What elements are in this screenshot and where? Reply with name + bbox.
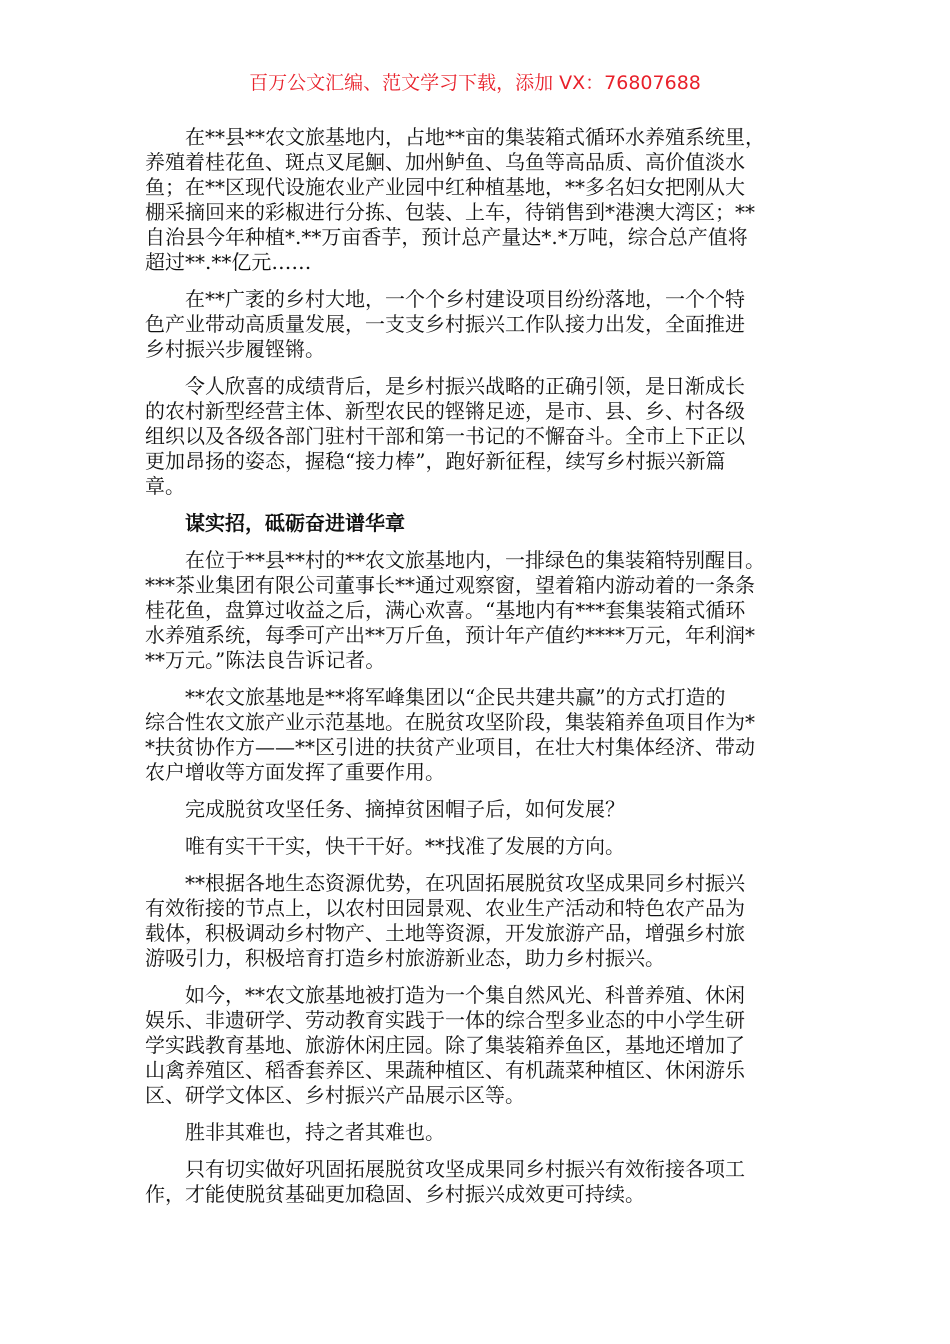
paragraph: [145, 834, 815, 859]
text-line: 胜非其难也，持之者其难也。: [145, 1120, 445, 1144]
paragraph: [145, 983, 815, 1108]
document-body: [145, 125, 815, 1219]
paragraph: [145, 548, 815, 673]
text-line: 桂花鱼，盘算过收益之后，满心欢喜。“基地内有***套集装箱式循环: [145, 598, 746, 622]
text-line: 自治县今年种植*.**万亩香芋，预计总产量达*.*万吨，综合总产值将: [145, 225, 748, 249]
text-line: 在**广袤的乡村大地，一个个乡村建设项目纷纷落地，一个个特: [145, 287, 745, 311]
text-line: 色产业带动高质量发展，一支支乡村振兴工作队接力出发，全面推进: [145, 312, 745, 336]
watermark-banner: 百万公文汇编、范文学习下载，添加 VX：76807688: [249, 72, 701, 94]
text-line: 娱乐、非遗研学、劳动教育实践于一体的综合型多业态的中小学生研: [145, 1008, 745, 1032]
text-line: 农户增收等方面发挥了重要作用。: [145, 760, 445, 784]
text-line: 有效衔接的节点上，以农村田园景观、农业生产活动和特色农产品为: [145, 896, 745, 920]
paragraph: [145, 871, 815, 971]
paragraph: [145, 287, 815, 362]
text-line: 章。: [145, 474, 185, 498]
text-line: 在位于**县**村的**农文旅基地内，一排绿色的集装箱特别醒目。: [145, 548, 765, 572]
text-line: 学实践教育基地、旅游休闲庄园。除了集装箱养鱼区，基地还增加了: [145, 1033, 745, 1057]
text-line: 乡村振兴步履铿锵。: [145, 337, 325, 361]
text-line: 游吸引力，积极培育打造乡村旅游新业态，助力乡村振兴。: [145, 946, 665, 970]
text-line: *扶贫协作方——**区引进的扶贫产业项目，在壮大村集体经济、带动: [145, 735, 755, 759]
text-line: 超过**.**亿元……: [145, 250, 312, 274]
paragraph: [145, 685, 815, 785]
paragraph: [145, 1120, 815, 1145]
text-line: 如今，**农文旅基地被打造为一个集自然风光、科普养殖、休闲: [145, 983, 745, 1007]
text-line: 更加昂扬的姿态，握稳“接力棒”，跑好新征程，续写乡村振兴新篇: [145, 449, 726, 473]
text-line: 组织以及各级各部门驻村干部和第一书记的不懈奋斗。全市上下正以: [145, 424, 745, 448]
text-line: 综合性农文旅产业示范基地。在脱贫攻坚阶段，集装箱养鱼项目作为*: [145, 710, 755, 734]
text-line: 载体，积极调动乡村物产、土地等资源，开发旅游产品，增强乡村旅: [145, 921, 745, 945]
text-line: 在**县**农文旅基地内，占地**亩的集装箱式循环水养殖系统里，: [145, 125, 765, 149]
text-line: **根据各地生态资源优势，在巩固拓展脱贫攻坚成果同乡村振兴: [145, 871, 745, 895]
text-line: 谋实招，砥砺奋进谱华章: [145, 511, 405, 535]
text-line: 的农村新型经营主体、新型农民的铿锵足迹，是市、县、乡、村各级: [145, 399, 745, 423]
text-line: ***茶业集团有限公司董事长**通过观察窗，望着箱内游动着的一条条: [145, 573, 755, 597]
paragraph: [145, 1157, 815, 1207]
text-line: 区、研学文体区、乡村振兴产品展示区等。: [145, 1083, 525, 1107]
text-line: 养殖着桂花鱼、斑点叉尾鮰、加州鲈鱼、乌鱼等高品质、高价值淡水: [145, 150, 745, 174]
text-line: 令人欣喜的成绩背后，是乡村振兴战略的正确引领，是日渐成长: [145, 374, 745, 398]
text-line: 唯有实干干实，快干干好。**找准了发展的方向。: [145, 834, 625, 858]
paragraph: [145, 374, 815, 499]
text-line: **万元。”陈法良告诉记者。: [145, 648, 386, 672]
text-line: 作，才能使脱贫基础更加稳固、乡村振兴成效更可持续。: [145, 1182, 645, 1206]
paragraph: [145, 797, 815, 822]
text-line: 只有切实做好巩固拓展脱贫攻坚成果同乡村振兴有效衔接各项工: [145, 1157, 745, 1181]
text-line: **农文旅基地是**将军峰集团以“企民共建共赢”的方式打造的: [145, 685, 726, 709]
text-line: 鱼；在**区现代设施农业产业园中红种植基地，**多名妇女把刚从大: [145, 175, 745, 199]
text-line: 完成脱贫攻坚任务、摘掉贫困帽子后，如何发展？: [145, 797, 625, 821]
text-line: 山禽养殖区、稻香套养区、果蔬种植区、有机蔬菜种植区、休闲游乐: [145, 1058, 745, 1082]
text-line: 棚采摘回来的彩椒进行分拣、包装、上车，待销售到*港澳大湾区；**: [145, 200, 755, 224]
paragraph: [145, 125, 815, 275]
text-line: 水养殖系统，每季可产出**万斤鱼，预计年产值约****万元，年利润*: [145, 623, 755, 647]
section-heading: [145, 511, 815, 536]
